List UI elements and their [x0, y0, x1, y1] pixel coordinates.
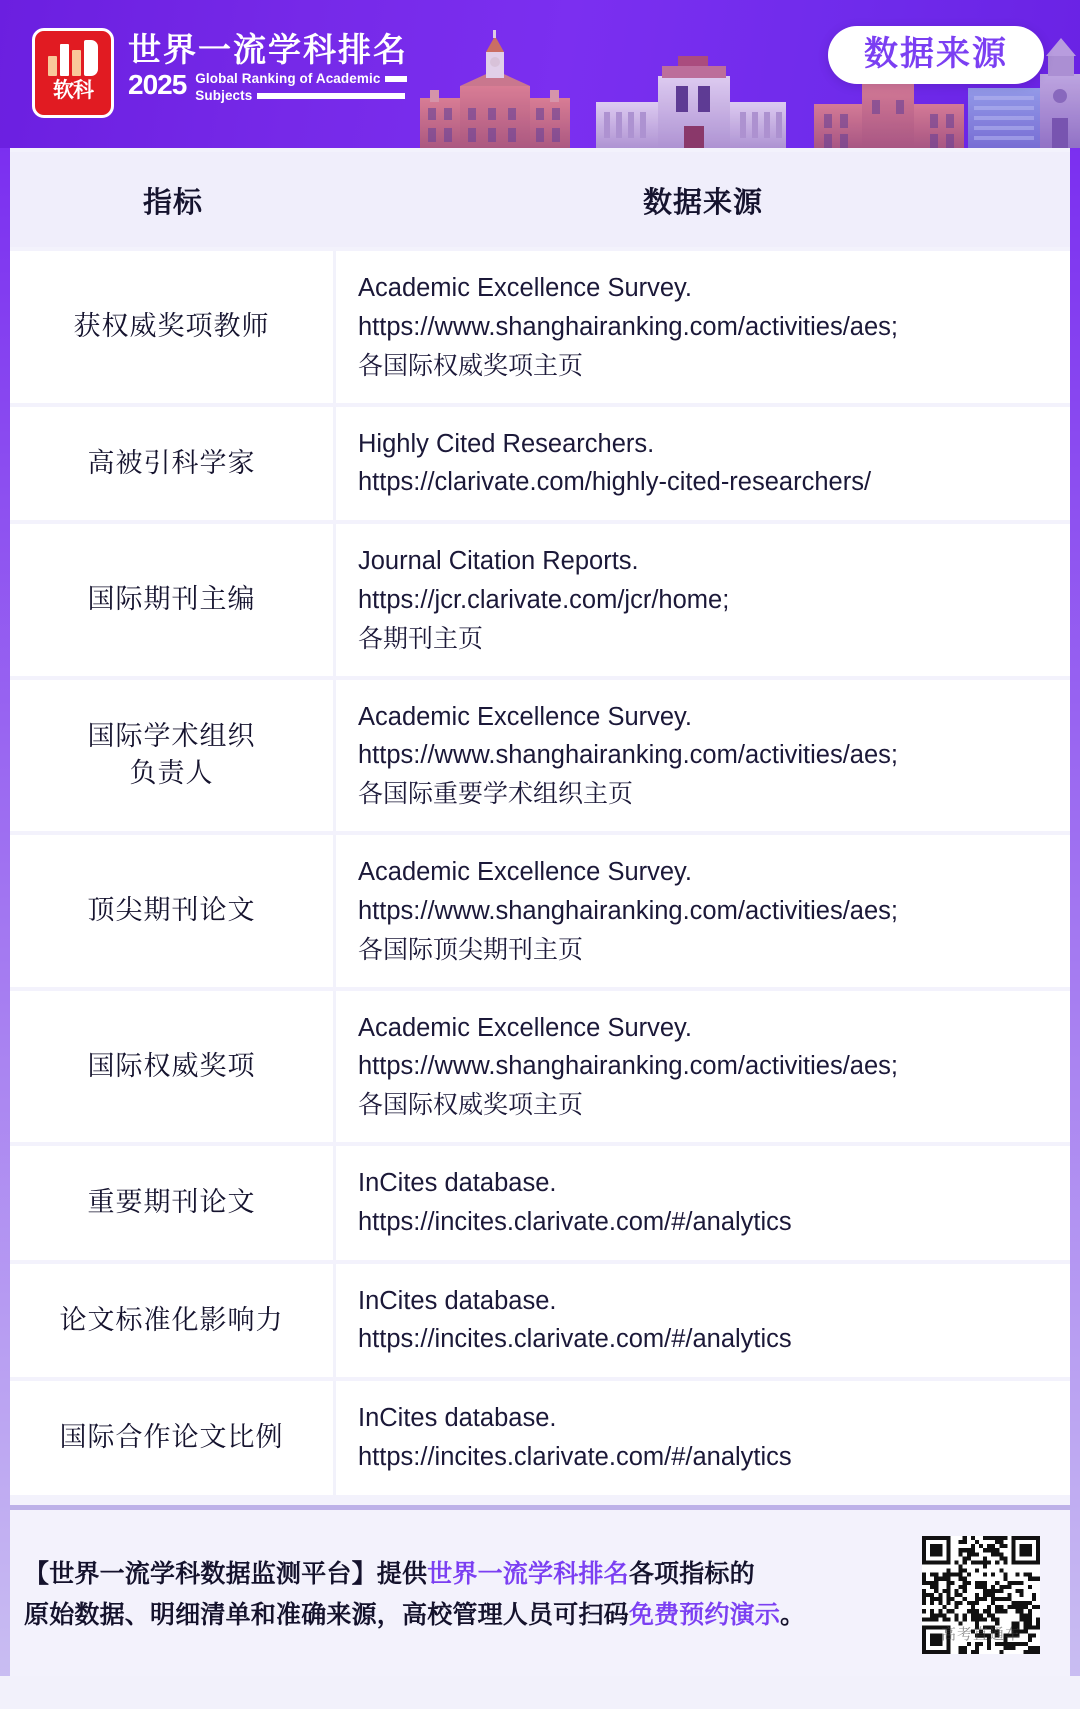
footer-line-1: [24, 1554, 805, 1595]
footer-line2-a: 原始数据、明细清单和准确来源，高校管理人员可扫码: [24, 1599, 629, 1629]
cell-indicator: 重要期刊论文: [10, 1146, 336, 1260]
table-row: [10, 251, 1070, 403]
footer-line1-highlight: 世界一流学科排名: [427, 1559, 629, 1588]
logo-subtitle-en-line1: Global Ranking of Academic: [195, 70, 381, 86]
source-line: https://clarivate.com/highly-cited-researchers/: [358, 468, 872, 497]
footer-promo-text: [24, 1554, 805, 1635]
footer-line1-b: 各项指标的: [628, 1559, 755, 1588]
table-row: [10, 407, 1070, 521]
cell-source: [336, 1146, 1070, 1260]
ruanke-logo-mark: [32, 28, 114, 118]
source-line: https://www.shanghairanking.com/activities/aes;: [358, 1052, 899, 1081]
logo-title-block: [128, 28, 408, 104]
cell-source: [336, 407, 1070, 521]
cell-indicator: 国际合作论文比例: [10, 1381, 336, 1495]
footer-line1-a: 【世界一流学科数据监测平台】提供: [24, 1559, 428, 1588]
cell-source: [336, 680, 1070, 832]
source-line: 各国际权威奖项主页: [358, 1090, 584, 1119]
source-line: Highly Cited Researchers.: [358, 429, 655, 458]
section-badge-label: 数据来源: [864, 34, 1008, 74]
section-badge-data-source: [828, 26, 1044, 84]
cell-source: [336, 991, 1070, 1143]
source-line: Journal Citation Reports.: [358, 547, 639, 575]
content-area: [0, 148, 1080, 1676]
footer-line2-b: 。: [780, 1599, 806, 1629]
source-line: 各期刊主页: [358, 623, 484, 653]
source-line: 各国际顶尖期刊主页: [358, 934, 584, 964]
logo-brand-cn: 软科: [53, 78, 93, 102]
table-row: [10, 524, 1070, 676]
logo-subtitle-en: [195, 71, 407, 105]
footer-promo: [10, 1510, 1070, 1676]
cell-indicator: 顶尖期刊论文: [10, 835, 336, 987]
table-head: [10, 152, 1070, 247]
source-line: https://incites.clarivate.com/#/analytics: [358, 1325, 792, 1354]
cell-source: [336, 1381, 1070, 1495]
source-line: https://www.shanghairanking.com/activities/aes;: [358, 312, 899, 341]
source-line: Academic Excellence Survey.: [358, 858, 693, 886]
source-line: https://www.shanghairanking.com/activities/aes;: [358, 896, 899, 925]
source-line: Academic Excellence Survey.: [358, 1013, 693, 1042]
col-header-source: 数据来源: [336, 152, 1070, 247]
logo-year: 2025: [128, 68, 187, 100]
left-edge-accent: [0, 148, 10, 1676]
cell-source: [336, 251, 1070, 403]
cell-source: [336, 524, 1070, 676]
logo-rule-short: [385, 76, 407, 82]
cell-indicator: 国际权威奖项: [10, 991, 336, 1143]
source-line: InCites database.: [358, 1169, 557, 1197]
table-row: [10, 991, 1070, 1143]
qr-watermark: 高考直通车: [940, 1624, 1021, 1643]
logo-title-cn: 世界一流学科排名: [128, 30, 408, 69]
table-body: [10, 251, 1070, 1495]
table-row: [10, 1146, 1070, 1260]
source-line: https://jcr.clarivate.com/jcr/home;: [358, 585, 730, 614]
source-line: InCites database.: [358, 1286, 557, 1315]
bar-chart-icon: [48, 40, 98, 76]
cell-source: [336, 1264, 1070, 1378]
page-header: [0, 0, 1080, 148]
source-line: Academic Excellence Survey.: [358, 702, 693, 731]
table-row: [10, 1381, 1070, 1495]
right-edge-accent: [1070, 148, 1080, 1676]
cell-indicator: 国际期刊主编: [10, 524, 336, 676]
source-line: https://www.shanghairanking.com/activities/aes;: [358, 741, 899, 770]
source-line: 各国际权威奖项主页: [358, 350, 584, 380]
cell-indicator: 高被引科学家: [10, 407, 336, 521]
source-line: https://incites.clarivate.com/#/analytics: [358, 1207, 792, 1236]
qr-code[interactable]: [922, 1536, 1040, 1654]
source-line: InCites database.: [358, 1404, 557, 1432]
footer-line2-highlight: 免费预约演示: [628, 1599, 781, 1629]
shanghairanking-logo: [32, 28, 408, 118]
logo-subtitle-en-line2: Subjects: [195, 87, 253, 103]
table-row: [10, 835, 1070, 987]
table-row: [10, 1264, 1070, 1378]
cell-source: [336, 835, 1070, 987]
table-header-row: [10, 152, 1070, 247]
source-line: 各国际重要学术组织主页: [358, 779, 634, 808]
cell-indicator: 获权威奖项教师: [10, 251, 336, 403]
source-line: https://incites.clarivate.com/#/analytics: [358, 1442, 792, 1471]
cell-indicator: 论文标准化影响力: [10, 1264, 336, 1378]
table-row: [10, 680, 1070, 832]
footer-line-2: [24, 1595, 805, 1636]
source-line: Academic Excellence Survey.: [358, 274, 693, 302]
logo-rule-long: [257, 93, 405, 99]
data-source-table: [10, 148, 1070, 1499]
col-header-indicator: 指标: [10, 152, 336, 247]
cell-indicator: 国际学术组织 负责人: [10, 680, 336, 832]
